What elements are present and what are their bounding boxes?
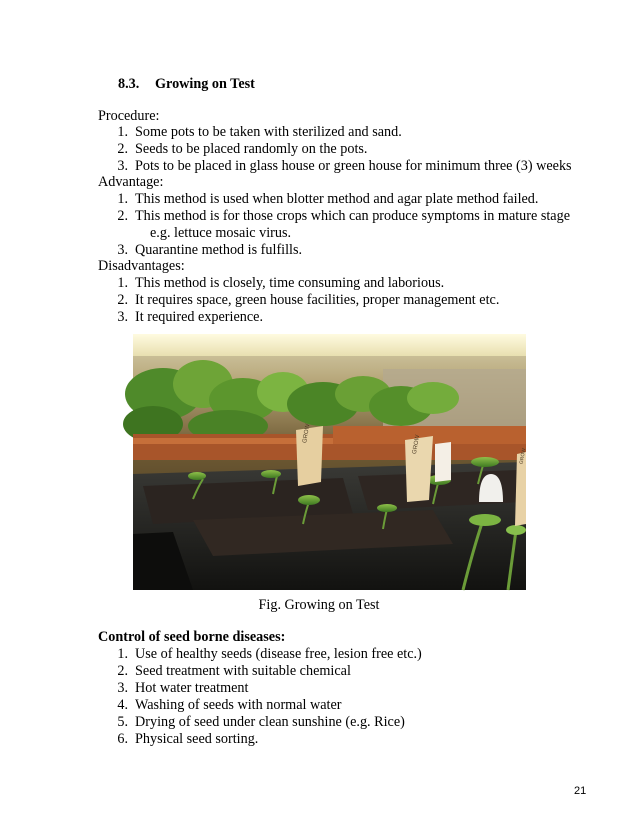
plant-tag bbox=[435, 442, 451, 482]
control-item: Drying of seed under clean sunshine (e.g. Rice) bbox=[135, 714, 405, 730]
tag-label: GROW bbox=[302, 423, 312, 444]
growing-on-test-photo bbox=[133, 334, 526, 590]
control-heading: Control of seed borne diseases: bbox=[98, 629, 286, 645]
advantage-label: Advantage: bbox=[98, 174, 164, 190]
advantage-item: This method is used when blotter method and agar plate method failed. bbox=[135, 191, 539, 207]
list-number: 3. bbox=[117, 309, 128, 325]
list-number: 2. bbox=[117, 292, 128, 308]
disadvantage-item: It required experience. bbox=[135, 309, 264, 325]
control-item: Use of healthy seeds (disease free, lesion free etc.) bbox=[135, 646, 422, 662]
advantage-item-continuation: e.g. lettuce mosaic virus. bbox=[150, 225, 292, 241]
control-item: Seed treatment with suitable chemical bbox=[135, 663, 351, 679]
list-number: 1. bbox=[117, 124, 128, 140]
control-item: Hot water treatment bbox=[135, 680, 249, 696]
procedure-item: Some pots to be taken with sterilized and sand. bbox=[135, 124, 402, 140]
procedure-item: Seeds to be placed randomly on the pots. bbox=[135, 141, 368, 157]
advantage-item: Quarantine method is fulfills. bbox=[135, 242, 303, 258]
list-number: 3. bbox=[117, 680, 128, 696]
section-title: Growing on Test bbox=[155, 76, 255, 92]
control-item: Physical seed sorting. bbox=[135, 731, 259, 747]
list-number: 1. bbox=[117, 191, 128, 207]
grow-light bbox=[133, 334, 526, 356]
procedure-label: Procedure: bbox=[98, 108, 160, 124]
list-number: 2. bbox=[117, 208, 128, 224]
list-number: 5. bbox=[117, 714, 128, 730]
plant-tag bbox=[405, 434, 433, 502]
page-number: 21 bbox=[574, 785, 587, 797]
disadvantages-label: Disadvantages: bbox=[98, 258, 185, 274]
advantage-item: This method is for those crops which can produce symptoms in mature stage bbox=[135, 208, 570, 224]
list-number: 4. bbox=[117, 697, 128, 713]
list-number: 6. bbox=[117, 731, 128, 747]
procedure-item: Pots to be placed in glass house or green house for minimum three (3) weeks bbox=[135, 158, 572, 174]
tag-label: GROW bbox=[518, 447, 528, 465]
disadvantage-item: It requires space, green house facilities, proper management etc. bbox=[135, 292, 500, 308]
control-item: Washing of seeds with normal water bbox=[135, 697, 342, 713]
list-number: 2. bbox=[117, 141, 128, 157]
list-number: 1. bbox=[117, 646, 128, 662]
disadvantage-item: This method is closely, time consuming and laborious. bbox=[135, 275, 445, 291]
list-number: 2. bbox=[117, 663, 128, 679]
plant-tag bbox=[515, 447, 527, 526]
tag-label: GROW bbox=[411, 434, 422, 455]
list-number: 3. bbox=[117, 242, 128, 258]
plant-tag bbox=[296, 423, 323, 486]
list-number: 3. bbox=[117, 158, 128, 174]
section-number: 8.3. bbox=[118, 76, 140, 92]
list-number: 1. bbox=[117, 275, 128, 291]
figure-caption: Fig. Growing on Test bbox=[258, 597, 380, 613]
